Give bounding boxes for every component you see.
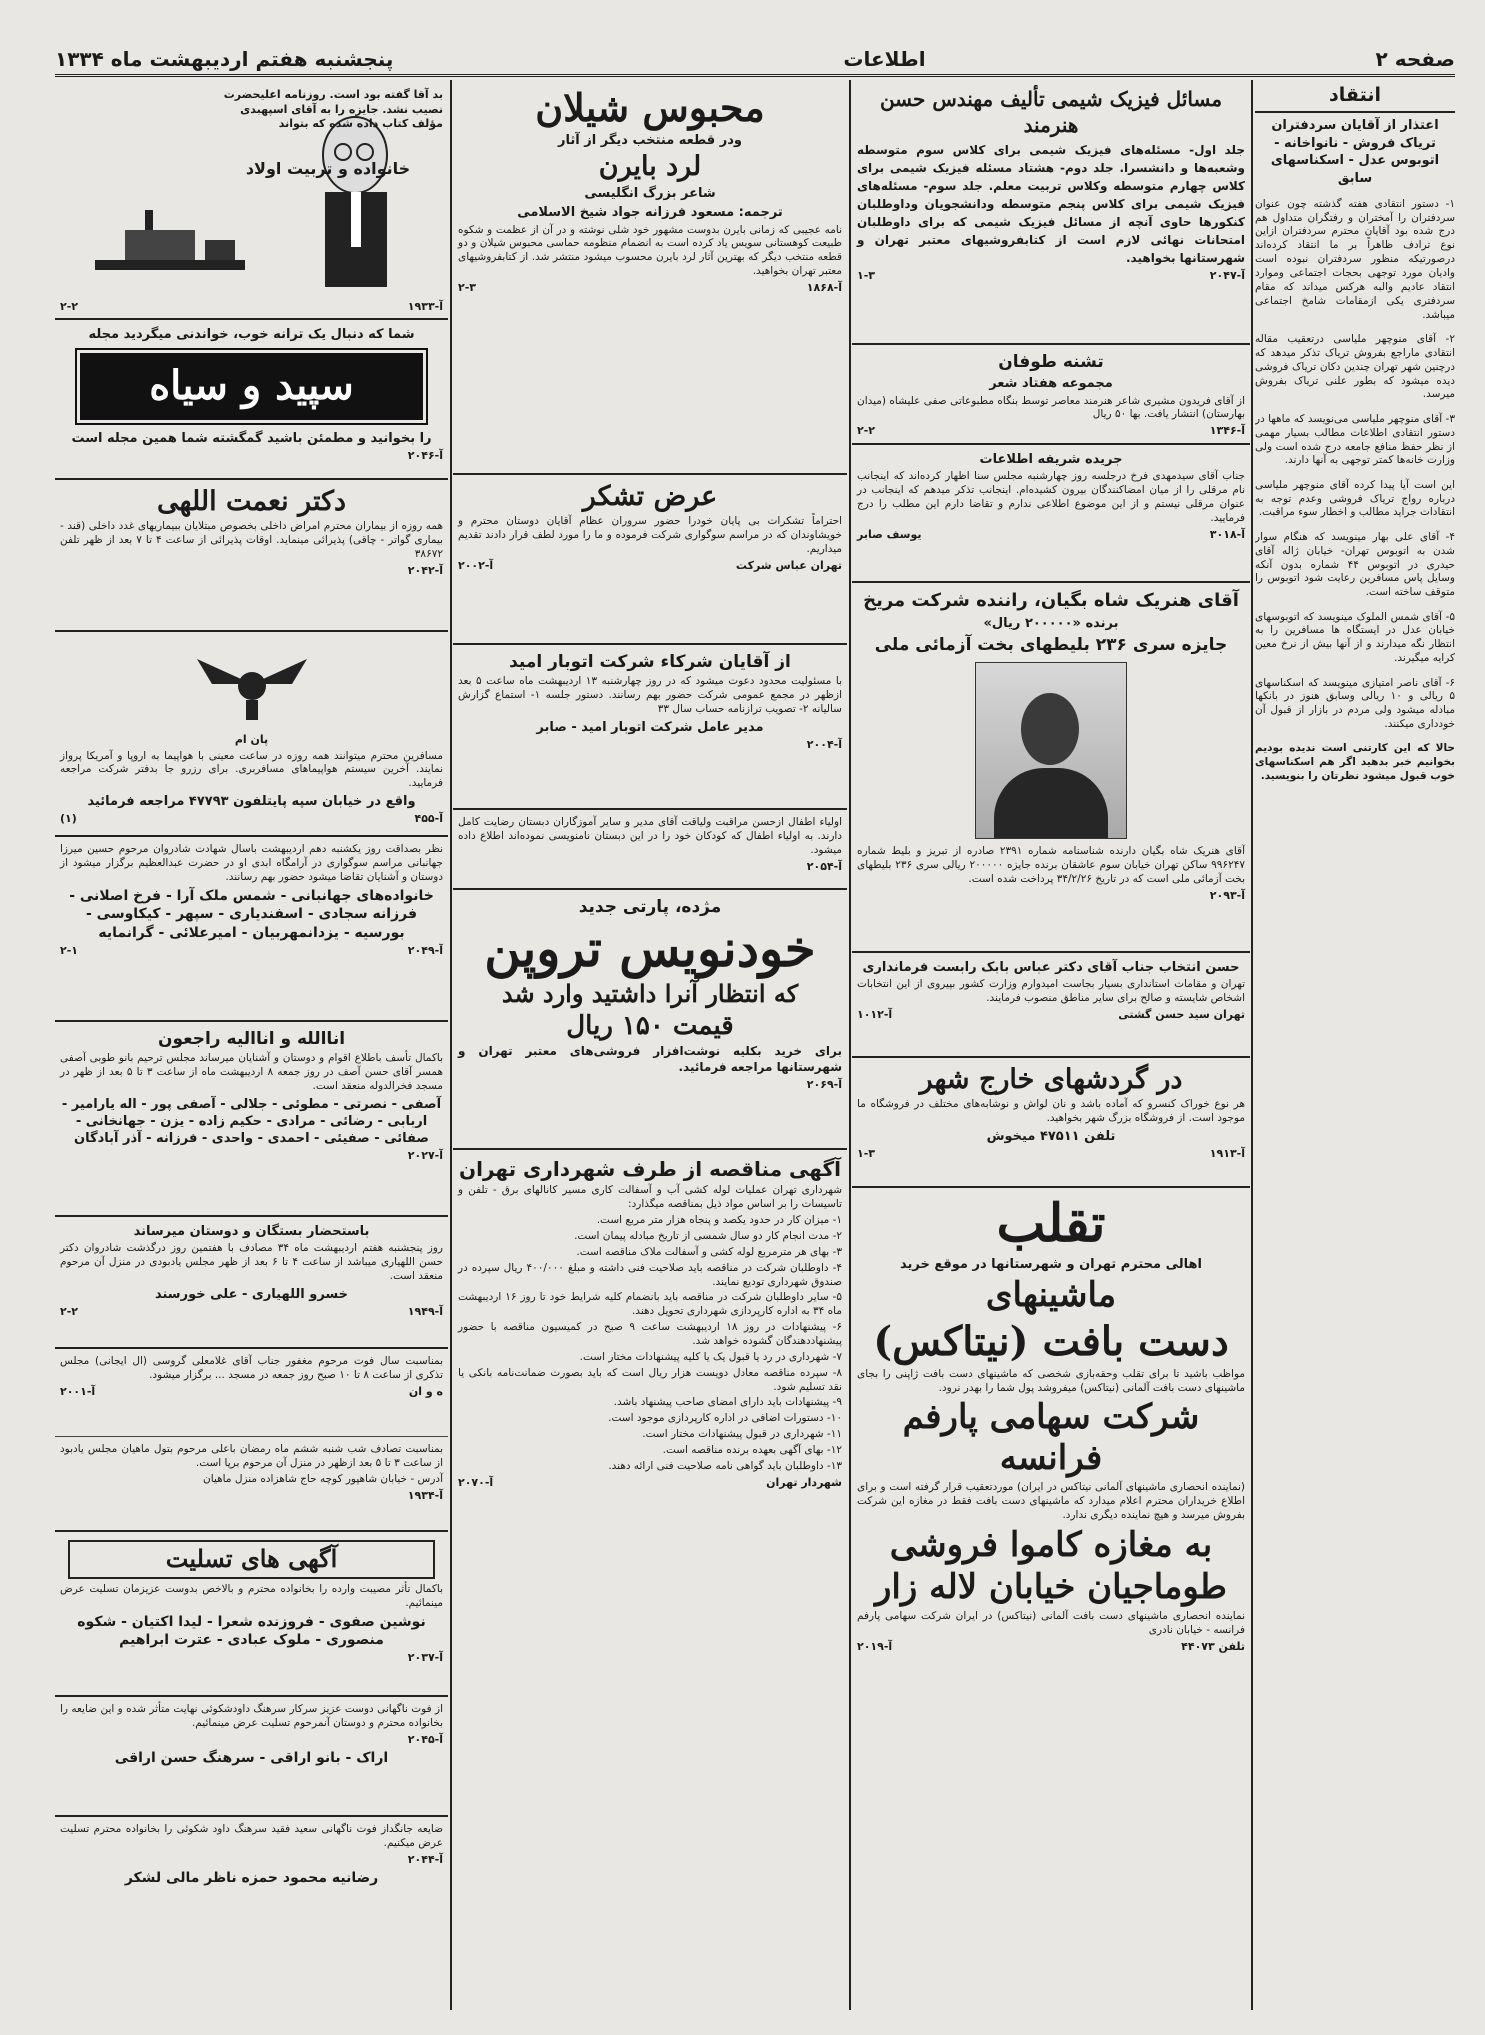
letter-title: جریده شریفه اطلاعات <box>979 452 1123 467</box>
fraud-street: طوماجیان خیابان لاله زار <box>874 1567 1227 1608</box>
condolences-names: نوشین صفوی - فروزنده شعرا - لیدا اکتیان - شکوه منصوری - ملوک عبادی - عترت ابراهیم <box>77 1613 426 1648</box>
code-right: آ-۲۰۵۴ <box>806 859 842 873</box>
books-body: جلد اول- مسئله‌های فیزیک شیمی برای کلاس سوم متوسطه وشعبه‌ها و دانشسرا. جلد دوم- هشتاد مسئله فیزیک شیمی برای کلاس چهارم متوسطه وکلاس تربیت معلم. جلد سوم- مسئله‌های فیزیک شیمی برای کلاس پنجم متوسطه ودانشجویان وداوطلبان کنکورها حاوی آنچه از مسائل فیزیک شیمی که برای داوطلبان امتحانات نهائی لازم است از کتابفروشیهای معتبر تهران و شهرستانها بخواهید. <box>857 142 1245 265</box>
outing-phone: تلفن ۴۷۵۱۱ میخوش <box>986 1129 1116 1145</box>
school-notice <box>453 810 847 890</box>
tender-line: ۱۰- دستورات اضافی در اداره کارپردازی موجود است. <box>608 1412 842 1425</box>
book-author: لرد بایرن <box>598 150 702 182</box>
code-right: آ-۲۰۲۷ <box>407 1149 443 1163</box>
tender-line: ۸- سپرده مناقصه معادل دویست هزار ریال است که باید بصورت ضمانت‌نامه بانکی یا نقد تسلیم شود. <box>458 1366 842 1393</box>
memorial-families: خانواده‌های جهانبانی - شمس ملک آرا - فرخ اصلانی - فرزانه سجادی - اسفندیاری - سپهر - کیکاوسی - بورسیه - یزدانمهربیان - امیرعلائی - گرانمایه <box>69 887 434 941</box>
fraud-phone: تلفن ۴۴۰۷۳ <box>1181 1639 1245 1653</box>
code-left: ۱-۳ <box>857 1147 875 1161</box>
fraud-company: شرکت سهامی پارفم فرانسه <box>902 1397 1200 1479</box>
cartoon-ad <box>55 80 448 320</box>
physics-books-ad <box>852 80 1250 345</box>
winner-title: آقای هنریک شاه بگیان، راننده شرکت مریخ <box>863 590 1239 611</box>
shareholders-title: از آقایان شرکاء شرکت اتوبار امید <box>509 652 791 672</box>
ad-code <box>60 1733 443 1748</box>
ad-code <box>60 1149 443 1164</box>
ad-code <box>60 1651 443 1666</box>
newspaper-name: اطلاعات <box>843 47 926 71</box>
accident-notice <box>55 1437 448 1532</box>
outing-ad <box>852 1058 1250 1188</box>
tender-line: ۵- سایر داوطلبان شرکت در مناقصه باید بانضمام کلیه شرایط خود تا روز ۱۶ اردیبهشت ماه ۳۴ به اداره کارپردازی شهرداری تحویل دهند. <box>458 1291 842 1318</box>
issue-date: پنجشنبه هفتم اردیبهشت ماه ۱۳۳۴ <box>55 47 394 71</box>
code-right: آ-۲۰۴۷ <box>1209 268 1245 282</box>
ad-code <box>60 812 443 827</box>
tender-line: ۳- بهای هر مترمربع لوله کشی و آسفالت ملاک مناقصه است. <box>576 1245 842 1258</box>
code-left: ۲-۱ <box>60 943 78 957</box>
winner-series: جایزه سری ۲۳۶ بلیطهای بخت آزمائی ملی <box>874 634 1228 655</box>
poetry-body: از آقای فریدون مشیری شاعر هنرمند معاصر توسط بنگاه مطبوعاتی صفی علیشاه (میدان بهارستان) انتشار یافت. بها ۵۰ ریال <box>857 394 1245 421</box>
code-right: آ-۲۰۰۴ <box>806 738 842 752</box>
airline-body: مسافرین محترم میتوانند همه روزه در ساعت معینی با هواپیما به اروپا و آمریکا پرواز نمایند. آخرین سیستم هواپیماهای مسافربری. برای رزرو جا بدفتر شرکت مراجعه فرمایید. <box>60 749 443 790</box>
election-notice <box>852 953 1250 1058</box>
condolence-body: باکمال تأسف باطلاع اقوام و دوستان و آشنایان میرساند مجلس ترحیم بانو طوبی آصفی همسر آقای حسن آصف در روز جمعه ۸ اردیبهشت ماه از ساعت ۳ تا ۵ بعد از ظهر در مسجد فخرالدوله منعقد است. <box>60 1052 443 1093</box>
ad-code <box>857 889 1245 904</box>
tender-line: ۱۲- بهای آگهی بعهده برنده مناقصه است. <box>662 1444 842 1456</box>
code-right: آ-۱۰۱۲ <box>857 1007 893 1021</box>
page-number: صفحه ۲ <box>1375 47 1455 71</box>
tender-line: ۶- پیشنهادات در روز ۱۸ اردیبهشت ساعت ۹ صبح در کمیسیون مناقصه با حضور پیشنهاددهندگان گشوده خواهد شد. <box>458 1321 842 1347</box>
book-subtitle: ودر قطعه منتخب دیگر از آثار <box>558 132 742 148</box>
code-right: آ-۲۰۹۳ <box>1209 888 1245 902</box>
condolence-notice <box>55 1022 448 1217</box>
magazine-logo: سپید و سیاه <box>80 353 423 420</box>
ad-code <box>458 1476 842 1491</box>
letter-sign: یوسف صابر <box>857 527 922 541</box>
winner-prize: برنده «۲۰۰۰۰۰ ریال» <box>983 615 1119 631</box>
school-body: اولیاء اطفال ازحسن مراقبت ولیاقت آقای مدیر و سایر آموزگاران دبستان رضایت کامل دارند. به اولیاء اطفال که کودکان خود را در این دبستان نامنویسی نموده‌اند اطلاع داده میشود. <box>458 816 842 856</box>
thanks-body: احتراماً تشکرات بی پایان خودرا حضور سروران عظام آقایان دوستان محترم و خویشاوندان که در مراسم سوگواری شرکت فرموده و ما را مورد لطف قرار دادند تقدیم میداریم. <box>458 515 842 556</box>
condolences-body: باکمال تأثر مصیبت وارده را بخانواده محترم و بالاخص بدوست عزیزمان تسلیت عرض مینمائیم. <box>60 1582 443 1609</box>
wings-icon <box>192 644 312 724</box>
ads-column-3 <box>453 80 847 2015</box>
fraud-subtitle: اهالی محترم تهران و شهرستانها در موقع خرید <box>900 1256 1202 1272</box>
ad-code <box>857 1640 1245 1655</box>
critique-headline: اعتذار از آقایان سردفتران تریاک فروش - نانواخانه - اتوبوس عدل - اسکناسهای سابق <box>1270 118 1440 186</box>
critique-closing: حالا که این کارتنی است ندیده بودیم بخوانیم خبر بدهید اگر هم اسکناسهای خوب قبول میشود نظرتان را بنویسید. <box>1255 742 1455 783</box>
anniversary-sign: ه و ان <box>408 1384 443 1398</box>
ad-code <box>60 944 443 959</box>
airline-ad <box>55 632 448 837</box>
code-left: (۱) <box>60 812 77 826</box>
poetry-title: تشنه طوفان <box>998 352 1104 372</box>
code-right: آ-۲۰۴۵ <box>407 1732 443 1746</box>
code-right: آ-۲۰۴۶ <box>407 449 443 463</box>
cartoon-text: بد آقا گفته بود است. روزنامه اعلیحضرت نصیب نشد. جایزه را به آقای اسپهبدی مؤلف کتاب داده شده که بتواند <box>223 88 443 131</box>
accident-body: بمناسبت تصادف شب شنبه ششم ماه رمضان باعلی مرحوم بتول ماهیان مجلس یادبود از ساعت ۳ تا ۵ بعد ازظهر در منزل آن مرحوم برپا است. <box>60 1443 443 1469</box>
fraud-footer: نماینده انحصاری ماشینهای دست بافت آلمانی (نیتاکس) در ایران شرکت سهامی پارفم فرانسه - خیابان نادری <box>857 1610 1245 1637</box>
final-body: ضایعه جانگداز فوت ناگهانی سعید فقید سرهنگ داود شکوئی را بخانواده محترم تسلیت عرض میکنیم. <box>60 1823 443 1849</box>
memorial-body: نظر بصداقت روز یکشنبه دهم اردیبهشت باسال شهادت شادروان مرحوم حسین میرزا جهانبانی مراسم سوگواری در آرامگاه ابدی او در حضرت عبدالعظیم برگزار میشود از دوستان و آشنایان تقاضا میشود حضور بهم رسانند. <box>60 843 443 883</box>
code-right: آ-۲۰۷۰ <box>458 1475 494 1489</box>
code-left: ۲-۲ <box>857 424 875 438</box>
condolences-title: آگهی های تسلیت <box>68 1540 435 1579</box>
masthead <box>55 44 1455 77</box>
shareholders-notice <box>453 645 847 810</box>
letter-to-editor <box>852 445 1250 583</box>
fraud-company-body: (نماینده انحصاری ماشینهای آلمانی نیتاکس در ایران) موردتعقیب قرار گرفته است و برای اطلاع خریداران محترم اعلام میدارد که ماشینهای دست بافت فقط در مغازه این شرکت بفروش میرسد و هیچ نماینده دیگری ندارد. <box>857 1481 1245 1521</box>
code-right: آ-۲۰۱۹ <box>857 1639 893 1653</box>
book-translator: ترجمه: مسعود فرزانه جواد شیخ الاسلامی <box>517 205 783 221</box>
airline-emblem <box>60 636 443 731</box>
election-body: تهران و مقامات استانداری بسیار بجاست امیدوارم وزارت کشور بپیروی از این انتخابات اشخاص شایسته و صالح برای سایر مناطق منصوب فرمایند. <box>857 978 1245 1005</box>
code-right: آ-۱۹۱۳ <box>1209 1147 1245 1161</box>
photo-head <box>1021 693 1079 765</box>
critique-item: ۵- آقای شمس الملوک مینویسد که اتوبوسهای خیابان عدل در ایستگاه ها مسافرین را به انتظار نگه میدارند و از آنها بیش از نرخ معین کرایه میگیرند. <box>1255 610 1455 665</box>
critique-item: این است آیا پیدا کرده آقای منوچهر ملیاسی درباره رواج تریاک فروشی وعدم توجه به انتقادات جراید مطالب و اخطار سوء مراقبت. <box>1255 478 1455 519</box>
memorial-friends <box>55 1217 448 1349</box>
election-sign: تهران سید حسن گشتی <box>1118 1007 1245 1021</box>
code-right: آ-۲۰۰۲ <box>458 558 494 572</box>
code-left: ۲-۳ <box>458 280 476 294</box>
ad-code <box>458 860 842 875</box>
critique-item: ۶- آقای ناصر امتیازی مینویسد که اسکناسهای ۵ ریالی و ۱۰ ریالی وسابق هنوز در بانکها مبادله میشود ولی مردم در بازار از قبول آن خودداری میکنند. <box>1255 676 1455 731</box>
critique-body <box>1255 198 1455 784</box>
code-right: آ-۲۰۴۲ <box>407 563 443 577</box>
code-left: ۲-۲ <box>60 1304 78 1318</box>
shareholders-body: با مسئولیت محدود دعوت میشود که در روز چهارشنبه ۱۳ اردیبهشت ماه ساعت ۵ بعد ازظهر در مجمع عمومی شرکت حضور بهم رسانند. دستور جلسه ۱- استماع گزارش سالیانه ۲- تصویب ترازنامه حساب سال ۳۳ <box>458 675 842 716</box>
tender-sign: شهردار تهران <box>766 1475 842 1489</box>
tender-line: ۲- مدت انجام کار دو سال شمسی از تاریخ مبادله پیمان است. <box>574 1229 842 1242</box>
code-right: آ-۳۰۱۸ <box>1209 527 1245 541</box>
ad-code <box>60 564 443 579</box>
critique-item: ۲- آقای منوچهر ملیاسی درتعقیب مقاله انتقادی ماراجع بفروش تریاک تذکر میدهد که درچنین شهر تهران چندین دکان تریاک فروشی دیده میشود که بطور علنی تریاک بفروش میرسد. <box>1255 333 1455 401</box>
cartoon-table <box>95 210 245 270</box>
tender-notice <box>453 1150 847 2010</box>
cartoon-figure <box>323 117 387 287</box>
tender-line: شهرداری تهران عملیات لوله کشی آب و آسفالت کاری مسیر کانالهای برق - تلفن و تاسیسات را بر اساس مواد ذیل بمناقصه میگذارد: <box>458 1184 842 1211</box>
fraud-shop: به مغازه کاموا فروشی <box>889 1524 1213 1565</box>
pen-arrived: که انتظار آنرا داشتید وارد شد <box>501 978 799 1008</box>
tender-title: آگهی مناقصه از طرف شهرداری تهران <box>459 1157 841 1181</box>
magazine-intro: شما که دنبال یک ترانه خوب، خواندنی میگردید مجله <box>88 327 415 342</box>
ads-column-4 <box>55 80 448 2015</box>
ad-code <box>857 1147 1245 1162</box>
code-right: آ-۱۹۳۴ <box>407 1488 443 1502</box>
memorial-notice <box>55 837 448 1022</box>
pen-subtitle: مژده، پارتی جدید <box>578 897 722 917</box>
condolences-section <box>55 1532 448 1697</box>
tender-line: ۱۱- شهرداری در قبول پیشنهادات مختار است. <box>642 1428 842 1441</box>
shareholders-sign: مدیر عامل شرکت اتوبار امید - صابر <box>536 720 764 736</box>
ad-code <box>60 1853 443 1868</box>
anniversary-body: بمناسبت سال فوت مرحوم مغفور جناب آقای غلامعلی گروسی (ال ایجانی) مجلس تذکری از ساعت ۸ تا ۱۰ صبح روز جمعه در مسجد ... برگزار میشود. <box>60 1355 443 1381</box>
ad-code <box>60 1305 443 1320</box>
code-right: آ-۲۰۴۴ <box>407 1852 443 1866</box>
tender-line: ۷- شهرداری در رد یا قبول یک یا کلیه پیشنهادات مختار است. <box>579 1350 842 1363</box>
code-right: آ-۲۰۳۷ <box>407 1651 443 1665</box>
book-body: نامه عجیبی که زمانی بایرن بدوست مشهور خود شلی نوشته و در آن از عظمت و شکوه طبیعت کوهستانی سویس یاد کرده است به انضمام منظومه حماسی محبوس شیلان و دو قطعه منتخب دیگر که بهترین آثار لرد بایرن محسوب میشود منتشر شد. از کتابفروشیهای معتبر تهران بخواهید. <box>458 223 842 278</box>
ad-code <box>60 449 443 464</box>
code-right: آ-۴۵۵ <box>414 812 443 826</box>
code-left: ۱-۳ <box>857 268 875 282</box>
pen-buy: برای خرید بکلیه نوشت‌افزار فروشی‌های معتبر تهران و شهرستانها مراجعه فرمائید. <box>458 1043 842 1074</box>
ad-code <box>857 424 1245 439</box>
poetry-book-ad <box>852 345 1250 445</box>
final-notice <box>55 1817 448 1912</box>
cartoon-caption: خانواده و تربیت اولاد <box>245 159 411 178</box>
doctor-name: دکتر نعمت اللهی <box>157 486 346 517</box>
book-title: محبوس شیلان <box>535 85 765 130</box>
tender-line: ۹- پیشنهادات باید دارای امضای صاحب پیشنهاد باشد. <box>613 1396 842 1409</box>
ad-code <box>458 1078 842 1093</box>
fraud-brand: دست بافت (نیتاکس) <box>873 1317 1229 1365</box>
critique-item: ۱- دستور انتقادی هفته گذشته چون عنوان سردفتران را آمختران و رفتگران متداول هم درج شده بود آقایان محترم سردفتران ازاین نوع ترادف ظاهراً بر ما انتقاد کرده‌اند درصورتیکه منظور سردفتران نبوده است وادیان مورد توجهی بحجات اجتماعی وموارد انتقاد عادیم والبه هرکس میداند که مقام سردفتری یکی ازمقامات شامخ اجتماعی میباشد. <box>1255 197 1455 321</box>
letter-body: جناب آقای سیدمهدی فرخ درجلسه روز چهارشنبه مجلس سنا اظهار کرده‌اند که اینجانب نام مرقلی را از میان امضاکنندگان بیرون کشیده‌ام. اینجانب تذکر میدهم که اینجانب در عنوان مرقلی نیستم و از این موضوع اطلاعی ندارم و تقاضا دارم این مطلب را درج فرمایید. <box>857 470 1245 524</box>
pen-title: خودنویس تروپن <box>484 919 816 979</box>
ad-code <box>857 528 1245 543</box>
thanks-notice <box>453 475 847 645</box>
section-title: انتقاد <box>1255 80 1455 113</box>
thanks-title: عرض تشکر <box>582 481 718 512</box>
ad-code <box>458 738 842 753</box>
sympathy-sign: اراک - بانو اراقی - سرهنگ حسن اراقی <box>114 1750 389 1767</box>
code-right: آ-۲۰۶۹ <box>806 1077 842 1091</box>
fraud-body: مواظب باشید تا برای تقلب وحقه‌بازی شخصی که ماشینهای دست بافت ژاپنی را بجای ماشینهای دست بافت آلمانی (نیتاکس) میفروشد پول شما را بهدر نرود. <box>857 1367 1245 1394</box>
tender-line: ۱۳- داوطلبان باید گواهی نامه صلاحیت فنی ارائه دهند. <box>608 1459 842 1472</box>
condolence-families: آصفی - نصرتی - مطوئی - جلالی - آصفی پور - اله یارامیر - اربابی - رضائی - مرادی - حکیم زاده - یزن - جهانخانی - صفائی - صفیئی - احمدی - واحدی - فرزانه - آذر آبادگان <box>61 1097 442 1147</box>
magazine-line: را بخوانید و مطمئن باشید گمگشته شما همین مجله است <box>71 430 432 446</box>
book-ad-chillon <box>453 80 847 475</box>
code-left: ۲-۲ <box>60 300 78 314</box>
book-author-sub: شاعر بزرگ انگلیسی <box>584 186 716 202</box>
fraud-title: تقلب <box>996 1193 1106 1254</box>
airline-phone: واقع در خیابان سپه پایتلفون ۴۷۷۹۳ مراجعه فرمائید <box>87 794 416 810</box>
anniversary-notice <box>55 1349 448 1437</box>
critique-column <box>1255 80 1455 2015</box>
airline-label: پان ام <box>234 733 269 746</box>
ad-code <box>458 559 842 574</box>
column-rule <box>1251 80 1253 2010</box>
condolence-title: اناالله و اناالیه راجعون <box>157 1029 346 1049</box>
ads-column-2 <box>852 80 1250 2015</box>
sympathy-notice <box>55 1697 448 1817</box>
ad-code <box>60 300 443 315</box>
critique-item: ۴- آقای علی بهار مینویسد که هنگام سوار شدن به اتوبوس تهران- خیابان ژاله آقای حیدری در اتوبوس ۴۴ شماره بدون آنکه وسایل پاس مسافرین رعایت شود اتوبوس را متوقف ساخته است. <box>1255 530 1455 599</box>
ad-code <box>60 1385 443 1400</box>
books-title: مسائل فیزیک شیمی تألیف مهندس حسن هنرمند <box>879 87 1223 138</box>
code-right: آ-۱۸۶۸ <box>806 280 842 294</box>
code-right: آ-۱۹۳۳ <box>407 300 443 314</box>
photo-body <box>994 768 1108 838</box>
ad-code <box>60 1489 443 1504</box>
friends-sign: خسرو اللهیاری - علی خورسند <box>154 1286 349 1302</box>
code-right: آ-۱۹۴۹ <box>407 1304 443 1318</box>
column-rule <box>849 80 851 2010</box>
tender-line: ۱- میزان کار در حدود یکصد و پنجاه هزار متر مربع است. <box>596 1214 842 1227</box>
accident-address: آدرس - خیابان شاهپور کوچه حاج شاهزاده منزل ماهیان <box>203 1472 443 1485</box>
sympathy-body: از فوت ناگهانی دوست عزیز سرکار سرهنگ داودشکوئی نهایت متأثر شده و این ضایعه را بخانواده محترم و دوستان آنمرحوم تسلیت عرض مینمائیم. <box>60 1703 443 1729</box>
code-right: آ-۲۰۰۱ <box>60 1384 96 1398</box>
lottery-winner-ad <box>852 583 1250 953</box>
poetry-subtitle: مجموعه هفتاد شعر <box>989 376 1113 392</box>
column-rule <box>450 80 452 2010</box>
code-right: آ-۲۰۴۹ <box>407 943 443 957</box>
pen-ad <box>453 890 847 1150</box>
tender-line: ۴- داوطلبان شرکت در مناقصه باید صلاحیت فنی داشته و مبلغ ۴۰۰/۰۰۰ ریال سپرده در صندوق شهرداری تودیع نمایند. <box>458 1261 842 1288</box>
friends-body: روز پنجشنبه هفتم اردیبهشت ماه ۳۴ مصادف با هفتمین روز درگذشت شادروان دکتر حسن اللهیاری میباشد از ساعت ۴ تا ۶ بعد از ظهر مجلس یادبودی در منزل آن مرحوم منعقد است. <box>60 1242 443 1282</box>
winner-photo <box>975 662 1127 839</box>
outing-body: هر نوع خوراک کنسرو که آماده باشد و نان لواش و نوشابه‌های مختلف در فروشگاه ما موجود است. از فروشگاه بزرگ شهر بخواهید. <box>857 1098 1245 1125</box>
fraud-machines: ماشینهای <box>985 1274 1117 1315</box>
winner-caption: آقای هنریک شاه بگیان دارنده شناسنامه شماره ۲۳۹۱ صادره از تبریز و بلیط شماره ۹۹۶۲۴۷ ساکن تهران خیابان سوم عاشقان برنده جایزه ۲۰۰۰۰۰ ریالی سری ۲۳۶ بلیطهای بخت آزمائی ملی است که در تاریخ ۳۴/۲/۲۶ پرداخت شده است. <box>857 845 1245 886</box>
magazine-ad <box>55 320 448 480</box>
friends-title: باستحضار بستگان و دوستان میرساند <box>133 1224 370 1239</box>
critique-item: ۳- آقای منوچهر ملیاسی می‌نویسد که ماهها در دستور انتقادی اطلاعات مطالب بسیار مهمی از نظر حفظ منافع جامعه درج شده است ولی وزارت خانه‌ها کمتر توجهی به آنها دارند. <box>1255 412 1455 467</box>
fraud-warning-ad <box>852 1188 1250 2008</box>
final-sign: رضانیه محمود حمزه ناظر مالی لشکر <box>124 1870 379 1887</box>
ad-code <box>458 281 842 296</box>
election-title: حسن انتخاب جناب آقای دکتر عباس بابک رابست فرمانداری <box>862 960 1240 975</box>
pen-price: قیمت ۱۵۰ ریال <box>566 1010 734 1041</box>
ad-code <box>857 1008 1245 1023</box>
code-right: آ-۱۳۴۶ <box>1209 424 1245 438</box>
outing-title: در گردشهای خارج شهر <box>919 1064 1183 1095</box>
ad-code <box>857 269 1245 284</box>
thanks-sign: تهران عباس شرکت <box>735 558 842 572</box>
doctor-ad <box>55 480 448 632</box>
doctor-body: همه روزه از بیماران محترم امراض داخلی بخصوص مبتلایان ببیماریهای غدد داخلی (قند - بیماری گواتر - چاقی) پذیرائی مینماید. اوقات پذیرائی از ساعت ۴ تا ۷ بعد از ظهر تلفن ۳۸۶۷۲ <box>60 520 443 561</box>
